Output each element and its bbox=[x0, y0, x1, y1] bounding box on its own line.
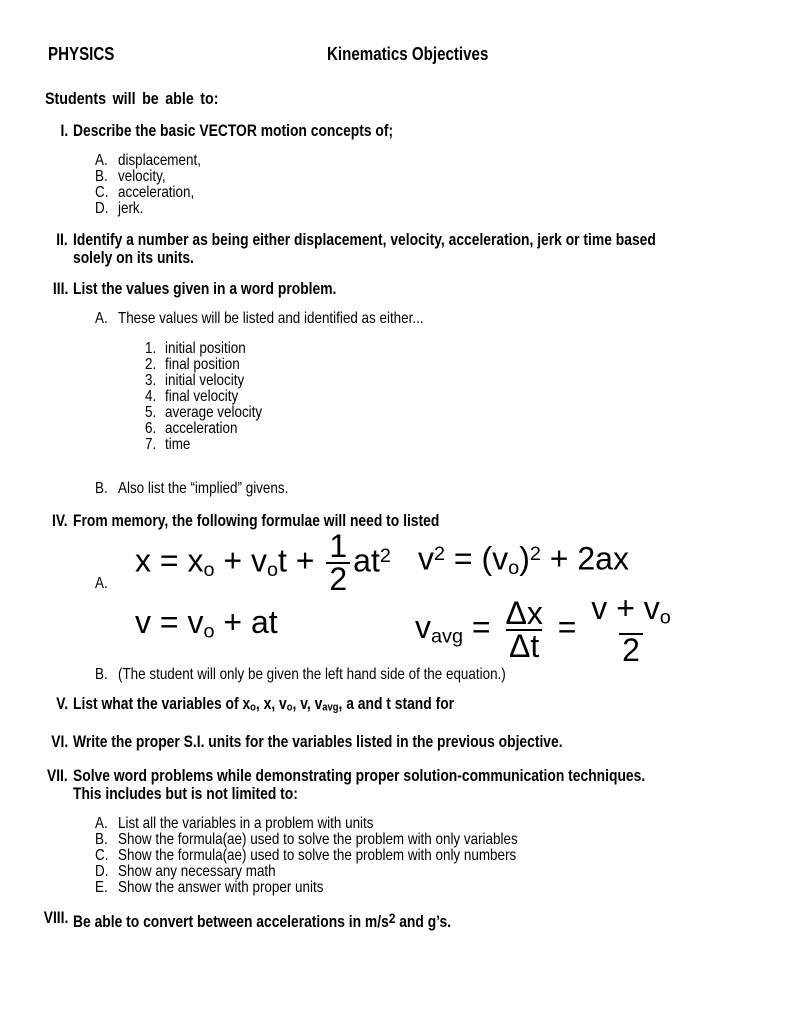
objective-2-text: Identify a number as being either displacement, velocity, acceleration, jerk or time based solely on its units. bbox=[73, 231, 656, 267]
course-title: PHYSICS bbox=[48, 44, 115, 64]
objective-2-numeral: II. bbox=[56, 231, 68, 249]
given-values-list bbox=[145, 341, 761, 453]
vector-concepts-list bbox=[95, 153, 761, 217]
objective-8 bbox=[32, 909, 761, 931]
list-item: 2. final position bbox=[145, 356, 240, 373]
objective-3-text: List the values given in a word problem. bbox=[73, 280, 337, 298]
list-item: 6. acceleration bbox=[145, 420, 238, 437]
objective-3-numeral: III. bbox=[52, 280, 68, 298]
list-item: 4. final velocity bbox=[145, 388, 239, 405]
equation-note-item: B. (The student will only be given the left hand side of the equation.) bbox=[95, 666, 506, 684]
objective-3 bbox=[32, 280, 761, 497]
list-item: B. Show the formula(ae) used to solve the problem with only variables bbox=[95, 830, 518, 848]
list-item: D. Show any necessary math bbox=[95, 862, 276, 880]
objective-5-numeral: V. bbox=[56, 695, 68, 714]
document-header bbox=[32, 44, 761, 64]
page-title: Kinematics Objectives bbox=[327, 44, 489, 64]
equation-velocity: v = vo + at bbox=[135, 604, 278, 643]
list-item: D. jerk. bbox=[95, 200, 144, 217]
list-item: C. Show the formula(ae) used to solve the problem with only numbers bbox=[95, 846, 517, 864]
objective-2 bbox=[32, 231, 761, 267]
list-item: E. Show the answer with proper units bbox=[95, 878, 324, 896]
objective-7-numeral: VII. bbox=[47, 766, 68, 785]
delta-x-over-delta-t-fraction: $\frac{\Delta x}{\Delta t}$ bbox=[505, 594, 543, 664]
objective-4-numeral: IV. bbox=[52, 512, 68, 530]
objective-1-text: Describe the basic VECTOR motion concepts of; bbox=[73, 122, 394, 140]
objective-4-text: From memory, the following formulae will need to listed bbox=[73, 512, 440, 530]
objective-7-text: Solve word problems while demonstrating proper solution-communication techniques. This includes but is not limited to: bbox=[73, 766, 646, 803]
equation-v-average: vavg = $\frac{\Delta x}{\Delta t}$ = $\frac{v + vo}{2}$ bbox=[415, 594, 677, 665]
objective-5-text: List what the variables of xo, x, vo, v, vavg, a and t stand for bbox=[73, 695, 455, 714]
equation-v-squared: $v^2 = (vo)^2 + 2ax$ bbox=[418, 540, 629, 579]
one-half-fraction: $\frac{1}{2}$ bbox=[326, 532, 350, 594]
objective-5 bbox=[32, 695, 761, 716]
solution-techniques-list bbox=[95, 816, 761, 896]
implied-givens-item: B. Also list the “implied” givens. bbox=[95, 480, 289, 497]
formula-group-label: A. bbox=[95, 575, 108, 592]
intro-line: Students will be able to: bbox=[45, 89, 219, 108]
objective-8-numeral: VIII. bbox=[43, 908, 68, 927]
objective-6-text: Write the proper S.I. units for the variables listed in the previous objective. bbox=[73, 732, 563, 751]
values-intro-item: A. These values will be listed and identified as either... bbox=[95, 310, 424, 327]
objective-7 bbox=[32, 767, 761, 896]
objective-1 bbox=[32, 122, 761, 217]
list-item: 1. initial position bbox=[145, 340, 246, 357]
list-item: B. velocity, bbox=[95, 168, 166, 185]
objective-6 bbox=[32, 733, 761, 751]
list-item: A. List all the variables in a problem with units bbox=[95, 814, 374, 832]
v-plus-vo-over-2-fraction: $\frac{v + vo}{2}$ bbox=[591, 589, 671, 669]
equation-position: x = xo + vot + $\frac{1}{2}$ $at^2$ bbox=[135, 528, 391, 597]
objective-4 bbox=[32, 512, 761, 683]
list-item: 3. initial velocity bbox=[145, 372, 245, 389]
formula-group bbox=[73, 528, 761, 669]
objective-8-text: Be able to convert between accelerations in $m/s^2$ and g’s. bbox=[73, 909, 452, 931]
list-item: 5. average velocity bbox=[145, 404, 263, 421]
list-item: A. displacement, bbox=[95, 152, 201, 169]
list-item: 7. time bbox=[145, 436, 191, 453]
objective-1-numeral: I. bbox=[60, 122, 68, 140]
list-item: C. acceleration, bbox=[95, 184, 195, 201]
objective-6-numeral: VI. bbox=[51, 732, 68, 751]
